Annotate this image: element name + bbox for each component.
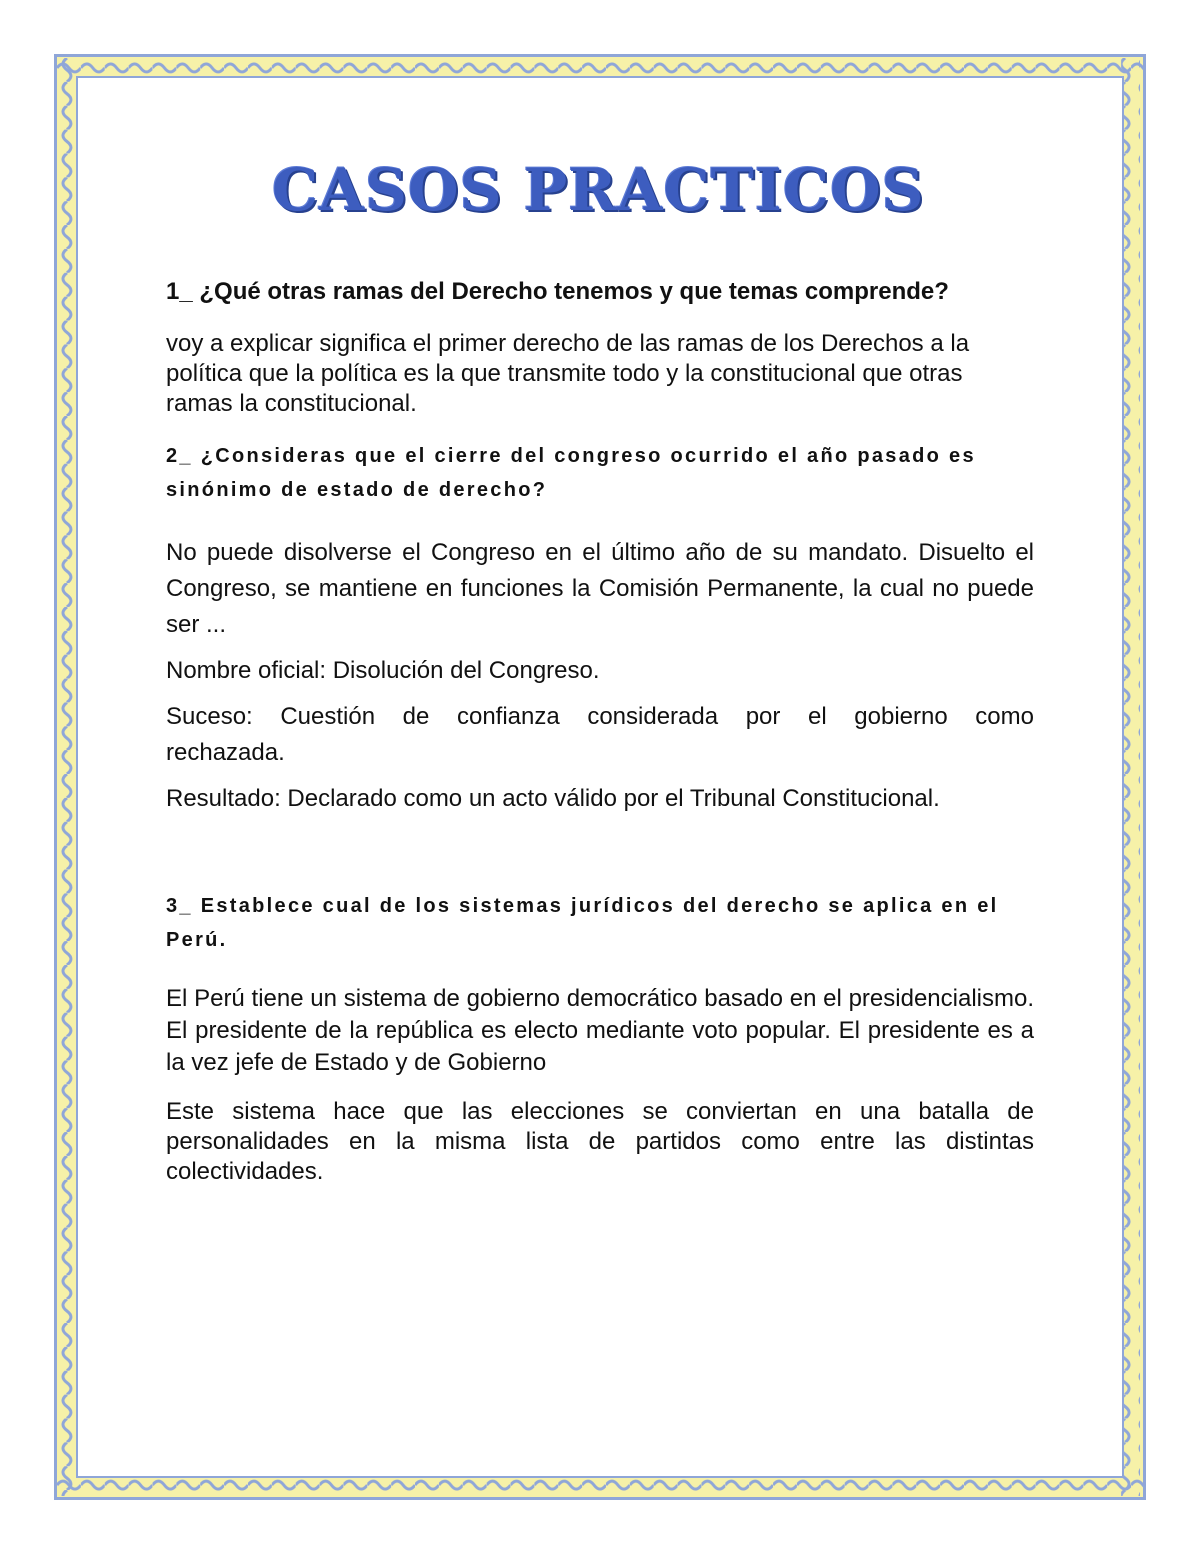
page-title: CASOS PRACTICOS bbox=[272, 156, 925, 224]
question-2: 2_ ¿Consideras que el cierre del congreso ocurrido el año pasado es sinónimo de estado de derecho? bbox=[166, 445, 976, 501]
document-content bbox=[166, 150, 1034, 1187]
answer-2: No puede disolverse el Congreso en el último año de su mandato. Disuelto el Congreso, se mantiene en funciones la Comisión Permanente, la cual no puede ser ... bbox=[166, 539, 1034, 638]
answer-1: voy a explicar significa el primer derecho de las ramas de los Derechos a la política que la política es la que transmite todo y la constitucional que otras ramas la constitucional. bbox=[166, 330, 970, 417]
question-1: 1_ ¿Qué otras ramas del Derecho tenemos y que temas comprende? bbox=[166, 278, 949, 305]
question-3: 3_ Establece cual de los sistemas jurídicos del derecho se aplica en el Perú. bbox=[166, 895, 999, 951]
answer-3-paragraph-1: El Perú tiene un sistema de gobierno democrático basado en el presidencialismo. El presidente de la república es electo mediante voto popular. El presidente es a la vez jefe de Estado y de Gobierno bbox=[166, 985, 1034, 1076]
result-line: Resultado: Declarado como un acto válido por el Tribunal Constitucional. bbox=[166, 785, 940, 812]
answer-3-paragraph-2: Este sistema hace que las elecciones se conviertan en una batalla de personalidades en la misma lista de partidos como entre las distintas colectividades. bbox=[166, 1098, 1034, 1185]
official-name-line: Nombre oficial: Disolución del Congreso. bbox=[166, 657, 600, 684]
event-line: Suceso: Cuestión de confianza considerada por el gobierno como rechazada. bbox=[166, 703, 1034, 766]
